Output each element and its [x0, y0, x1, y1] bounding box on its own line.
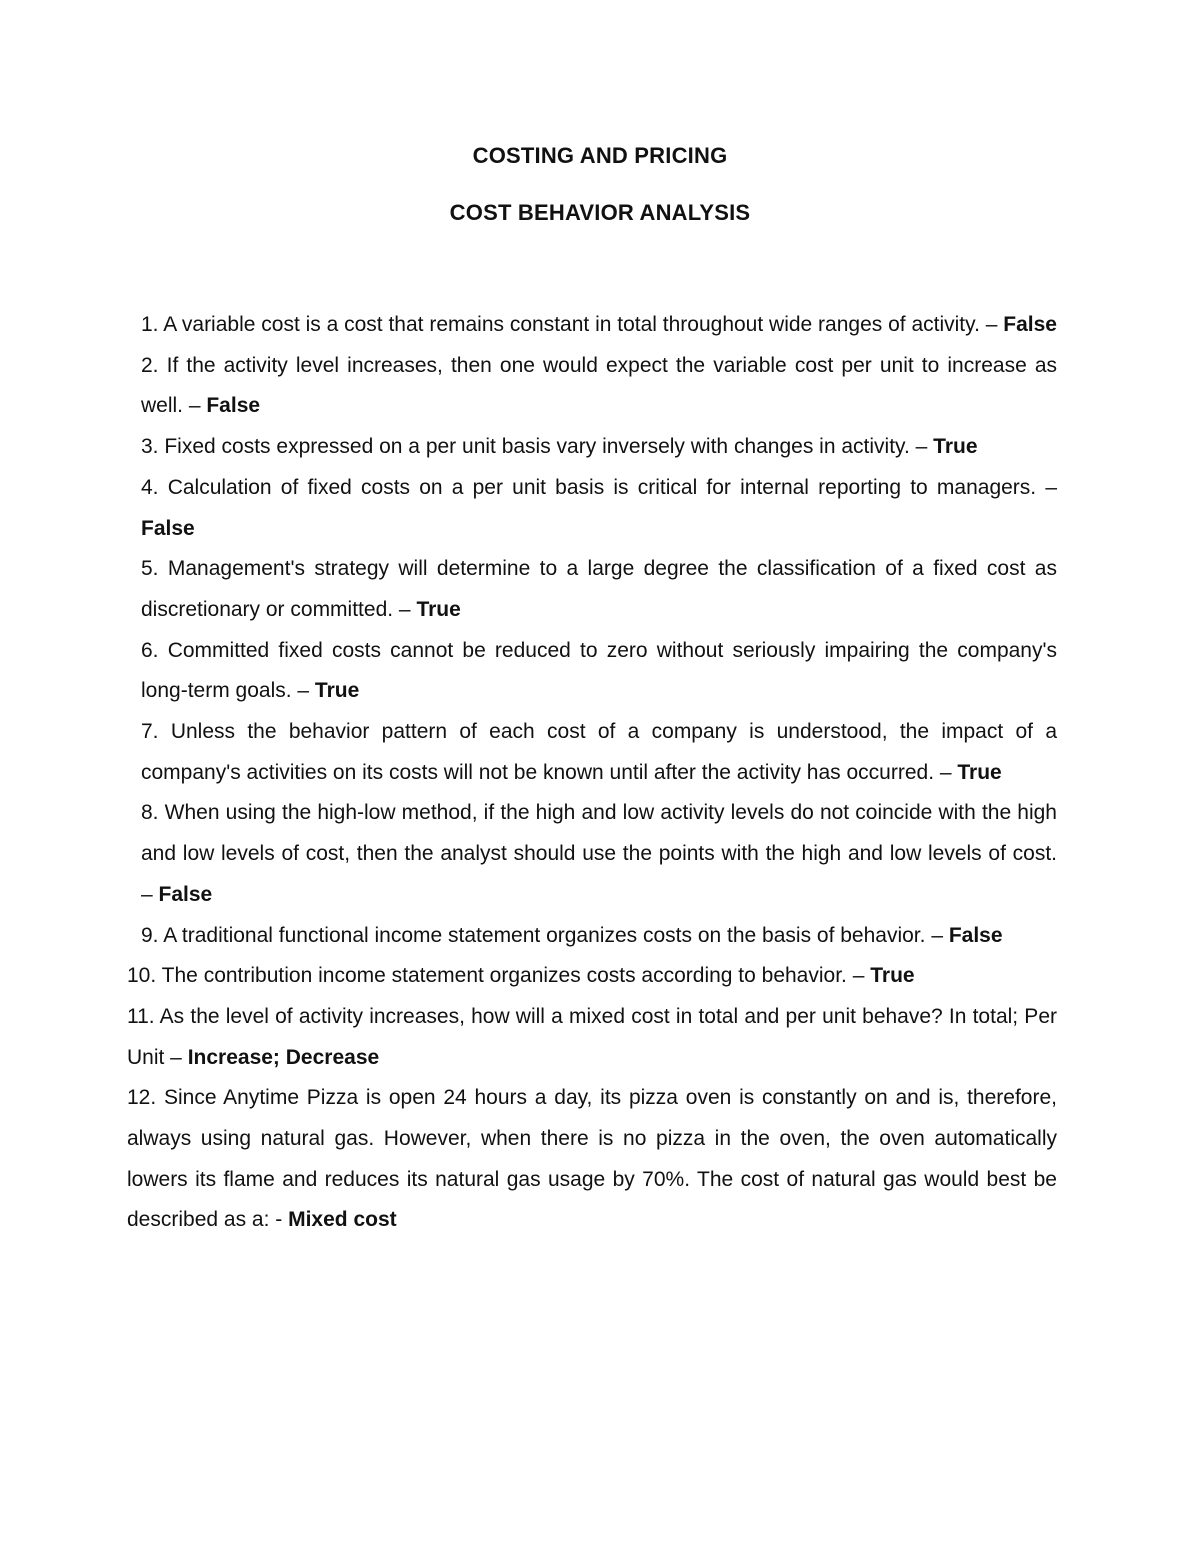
- question-text: As the level of activity increases, how will a mixed cost in total and per unit behave? In total; Per Unit –: [127, 1004, 1057, 1069]
- question-item: [127, 631, 1057, 712]
- question-number: 12.: [127, 1086, 157, 1110]
- question-number: 5.: [141, 557, 159, 581]
- question-number: 6.: [141, 638, 159, 662]
- question-item: [127, 916, 1057, 957]
- document-title: COSTING AND PRICING: [472, 143, 728, 168]
- question-item: [127, 427, 1057, 468]
- question-item: [127, 346, 1057, 427]
- question-text: A traditional functional income statement organizes costs on the basis of behavior. –: [163, 923, 949, 947]
- question-answer: Increase; Decrease: [187, 1045, 380, 1069]
- question-number: 11.: [127, 1004, 155, 1028]
- question-text: Calculation of fixed costs on a per unit basis is critical for internal reporting to managers. –: [167, 475, 1057, 499]
- question-answer: False: [158, 882, 213, 906]
- question-text: If the activity level increases, then one would expect the variable cost per unit to increase as well. –: [141, 353, 1058, 418]
- question-number: 9.: [141, 923, 159, 947]
- question-text: A variable cost is a cost that remains constant in total throughout wide ranges of activity. –: [163, 313, 1004, 336]
- question-item: [127, 549, 1057, 630]
- question-text: Since Anytime Pizza is open 24 hours a day, its pizza oven is constantly on and is, therefore, always using natural gas. However, when there is no pizza in the oven, the oven automatically lowers its flame and reduces its natural gas usage by 70%. The cost of natural gas would best be described as a: -: [127, 1086, 1057, 1232]
- question-number: 1.: [141, 313, 159, 336]
- question-number: 7.: [141, 720, 159, 744]
- question-number: 10.: [127, 964, 157, 988]
- question-list: [127, 305, 1057, 1241]
- question-answer: False: [1003, 313, 1057, 336]
- question-answer: True: [957, 760, 1002, 784]
- question-text: Management's strategy will determine to a large degree the classification of a fixed cost as discretionary or committed. –: [141, 557, 1057, 621]
- question-answer: True: [314, 679, 360, 703]
- question-item: [127, 997, 1057, 1078]
- question-number: 4.: [141, 475, 159, 499]
- question-number: 2.: [141, 353, 159, 377]
- question-item: [127, 468, 1057, 549]
- question-item: [127, 712, 1057, 793]
- document-subtitle: COST BEHAVIOR ANALYSIS: [449, 200, 751, 225]
- question-answer: False: [206, 394, 261, 418]
- question-text: When using the high-low method, if the high and low activity levels do not coincide with the high and low levels of cost, then the analyst should use the points with the high and low levels of cost. –: [141, 801, 1057, 906]
- question-text: Unless the behavior pattern of each cost of a company is understood, the impact of a company's activities on its costs will not be known until after the activity has occurred. –: [141, 720, 1057, 784]
- question-answer: True: [416, 597, 461, 621]
- question-text: Committed fixed costs cannot be reduced to zero without seriously impairing the company's long-term goals. –: [141, 638, 1057, 703]
- question-answer: True: [870, 964, 915, 988]
- question-text: The contribution income statement organizes costs according to behavior. –: [161, 964, 871, 988]
- question-item: [127, 956, 1057, 997]
- question-item: [127, 305, 1057, 346]
- question-text: Fixed costs expressed on a per unit basis vary inversely with changes in activity. –: [164, 435, 934, 459]
- question-answer: Mixed cost: [288, 1208, 397, 1232]
- question-item: [127, 793, 1057, 915]
- question-number: 3.: [141, 435, 159, 459]
- question-answer: False: [948, 923, 1003, 947]
- question-answer: False: [141, 516, 195, 540]
- question-item: [127, 1078, 1057, 1241]
- question-answer: True: [933, 435, 978, 459]
- question-number: 8.: [141, 801, 159, 825]
